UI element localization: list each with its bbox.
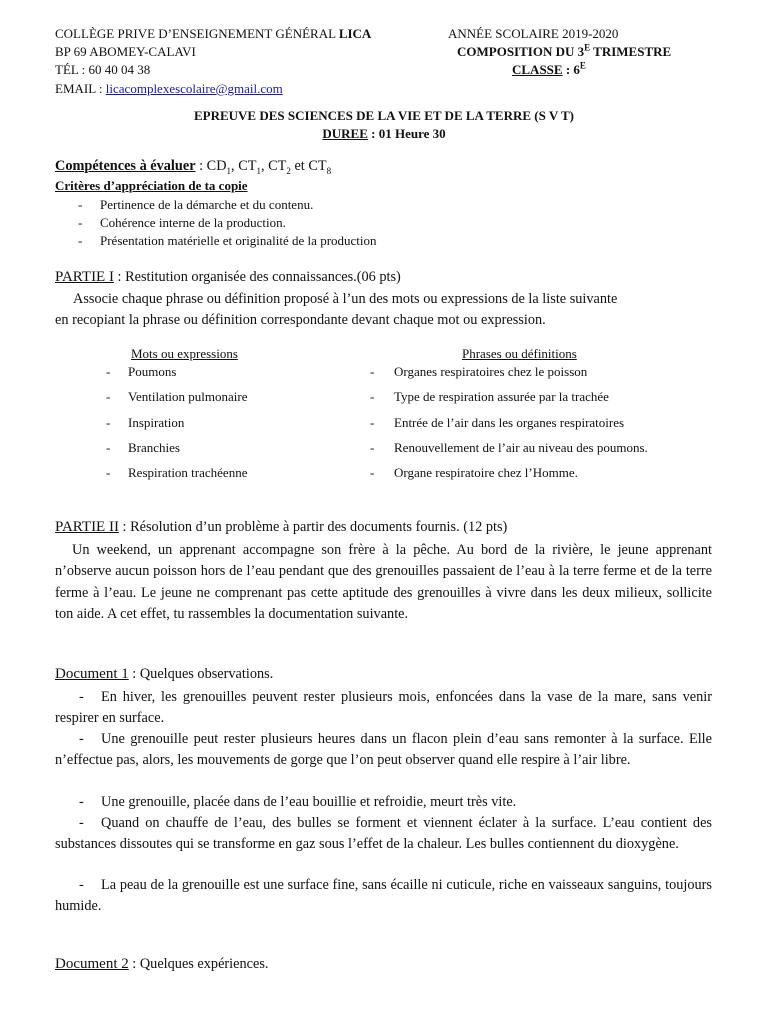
column-header-definitions: Phrases ou définitions	[462, 346, 577, 361]
composition-sup: E	[584, 42, 591, 53]
criteres-title: Critères d’appréciation de ta copie	[55, 178, 248, 193]
partie1-title: : Restitution organisée des connaissances.(06 pts)	[113, 269, 401, 285]
classe-label: CLASSE	[512, 62, 563, 77]
document1-label: Document 1	[55, 666, 129, 682]
observation-text: En hiver, les grenouilles peuvent rester plusieurs mois, enfoncées dans la vase de la mare, sans venir respirer en surface.	[55, 689, 712, 727]
definition-text: Organe respiratoire chez l’Homme.	[394, 465, 578, 480]
partie2-title: : Résolution d’un problème à partir des documents fournis. (12 pts)	[118, 519, 508, 535]
critere-text: Présentation matérielle et originalité de la production	[100, 233, 377, 248]
critere-item: - Pertinence de la démarche et du contenu.	[78, 197, 314, 212]
partie2-intro-text: Un weekend, un apprenant accompagne son frère à la pêche. Au bord de la rivière, le jeune apprenant n’observe aucun poisson hors de l’eau pendant que des grenouilles passaient de l’eau à la terre ferme et de la terre ferme à l’eau. Le jeune ne comprenant pas cette aptitude des grenouilles à vivre dans les deux milieux, sollicite ton aide. A cet effet, tu rassembles la documentation suivante.	[55, 542, 712, 622]
observation-text: Une grenouille, placée dans de l’eau bouillie et refroidie, meurt très vite.	[101, 794, 517, 810]
composition-suffix: TRIMESTRE	[590, 44, 672, 59]
critere-text: Cohérence interne de la production.	[100, 215, 286, 230]
mot-item: - Branchies	[106, 440, 180, 455]
mot-text: Ventilation pulmonaire	[128, 389, 248, 404]
mot-item: - Inspiration	[106, 415, 185, 430]
school-prefix: COLLÈGE PRIVE D’ENSEIGNEMENT GÉNÉRAL	[55, 26, 336, 41]
critere-item: - Présentation matérielle et originalité de la production	[78, 233, 377, 248]
definition-text: Entrée de l’air dans les organes respiratoires	[394, 415, 625, 430]
document2-title: : Quelques expériences.	[128, 956, 269, 972]
document1-heading	[55, 666, 273, 683]
mot-item: - Respiration trachéenne	[106, 465, 248, 480]
mot-text: Poumons	[128, 364, 177, 379]
mot-item: - Poumons	[106, 364, 177, 379]
email-label: EMAIL :	[55, 81, 106, 96]
document2-heading	[55, 956, 268, 973]
observation-text: La peau de la grenouille est une surface fine, sans écaille ni cuticule, riche en vaisseaux sanguins, toujours humide.	[55, 877, 712, 915]
duration-label: DUREE	[322, 126, 368, 141]
observation-item: - Une grenouille, placée dans de l’eau bouillie et refroidie, meurt très vite.	[79, 794, 517, 810]
duration-value: : 01 Heure 30	[367, 126, 446, 141]
observation-item: - Une grenouille peut rester plusieurs heures dans un flacon plein d’eau sans remonter à la surface. Elle n’effectue pas, alors, les mouvements de gorge que l’on peut observer quand elle respire à l’air libre.	[55, 731, 712, 769]
critere-item: - Cohérence interne de la production.	[78, 215, 286, 230]
email-line	[55, 81, 283, 97]
school-year: ANNÉE SCOLAIRE 2019-2020	[448, 26, 619, 41]
competence-ct8-sub: 8	[326, 165, 332, 176]
competence-ct1-sub: 1	[256, 165, 261, 176]
observation-item: - La peau de la grenouille est une surface fine, sans écaille ni cuticule, riche en vaisseaux sanguins, toujours humide.	[55, 877, 712, 915]
exam-duration	[0, 126, 768, 142]
school-name-line	[55, 26, 371, 42]
definition-text: Renouvellement de l’air au niveau des poumons.	[394, 440, 648, 455]
competences-label: Compétences à évaluer	[55, 158, 196, 174]
email-link[interactable]: licacomplexescolaire@gmail.com	[105, 81, 283, 96]
partie2-heading	[55, 519, 507, 536]
partie1-consigne-line2: en recopiant la phrase ou définition correspondante devant chaque mot ou expression.	[55, 312, 546, 328]
definition-text: Organes respiratoires chez le poisson	[394, 364, 588, 379]
document1-title: : Quelques observations.	[128, 666, 274, 682]
competence-cd-sub: 1	[226, 165, 232, 176]
critere-text: Pertinence de la démarche et du contenu.	[100, 197, 314, 212]
definition-item: - Entrée de l’air dans les organes respiratoires	[370, 415, 625, 430]
observation-item: - Quand on chauffe de l’eau, des bulles se forment et viennent éclater à la surface. L’eau contient des substances dissoutes qui se transforme en gaz sous l’effet de la chaleur. Les bulles contiennent du dioxygène.	[55, 815, 712, 853]
classe-sup: E	[579, 60, 586, 71]
document2-label: Document 2	[55, 956, 129, 972]
school-phone: TÉL : 60 40 04 38	[55, 62, 151, 77]
mot-text: Respiration trachéenne	[128, 465, 248, 480]
composition-prefix: COMPOSITION DU 3	[457, 44, 585, 59]
partie2-intro	[55, 540, 712, 625]
column-header-mots: Mots ou expressions	[131, 346, 238, 361]
classe-value: 6	[573, 62, 580, 77]
observation-text: Une grenouille peut rester plusieurs heures dans un flacon plein d’eau sans remonter à la surface. Elle n’effectue pas, alors, les mouvements de gorge que l’on peut observer quand elle respire à l’air libre.	[55, 731, 712, 769]
definition-item: - Renouvellement de l’air au niveau des poumons.	[370, 440, 648, 455]
competence-ct1: , CT	[231, 158, 257, 174]
mot-item: - Ventilation pulmonaire	[106, 389, 248, 404]
competence-ct2-sub: 2	[286, 165, 291, 176]
composition-title	[457, 44, 671, 60]
exam-title: EPREUVE DES SCIENCES DE LA VIE ET DE LA TERRE (S V T)	[193, 108, 575, 123]
mot-text: Inspiration	[128, 415, 185, 430]
partie1-label: PARTIE I	[55, 269, 114, 285]
mot-text: Branchies	[128, 440, 180, 455]
partie1-heading	[55, 269, 401, 286]
competences-line	[55, 158, 331, 175]
competence-ct2: , CT	[260, 158, 287, 174]
school-name: LICA	[338, 26, 372, 41]
partie2-label: PARTIE II	[55, 519, 119, 535]
definition-item: - Organe respiratoire chez l’Homme.	[370, 465, 578, 480]
classe-sep: :	[562, 62, 574, 77]
observation-item: - En hiver, les grenouilles peuvent rester plusieurs mois, enfoncées dans la vase de la mare, sans venir respirer en surface.	[55, 689, 712, 727]
observation-text: Quand on chauffe de l’eau, des bulles se forment et viennent éclater à la surface. L’eau contient des substances dissoutes qui se transforme en gaz sous l’effet de la chaleur. Les bulles contiennent du dioxygène.	[55, 815, 712, 853]
definition-item: - Type de respiration assurée par la trachée	[370, 389, 609, 404]
definition-text: Type de respiration assurée par la trachée	[394, 389, 609, 404]
school-address: BP 69 ABOMEY-CALAVI	[55, 44, 196, 59]
competence-ct8: et CT	[290, 158, 327, 174]
competences-sep: :	[195, 158, 207, 174]
classe-line	[512, 62, 586, 78]
definition-item: - Organes respiratoires chez le poisson	[370, 364, 588, 379]
partie1-consigne-line1: Associe chaque phrase ou définition proposé à l’un des mots ou expressions de la liste suivante	[73, 291, 618, 307]
competence-cd: CD	[206, 158, 227, 174]
